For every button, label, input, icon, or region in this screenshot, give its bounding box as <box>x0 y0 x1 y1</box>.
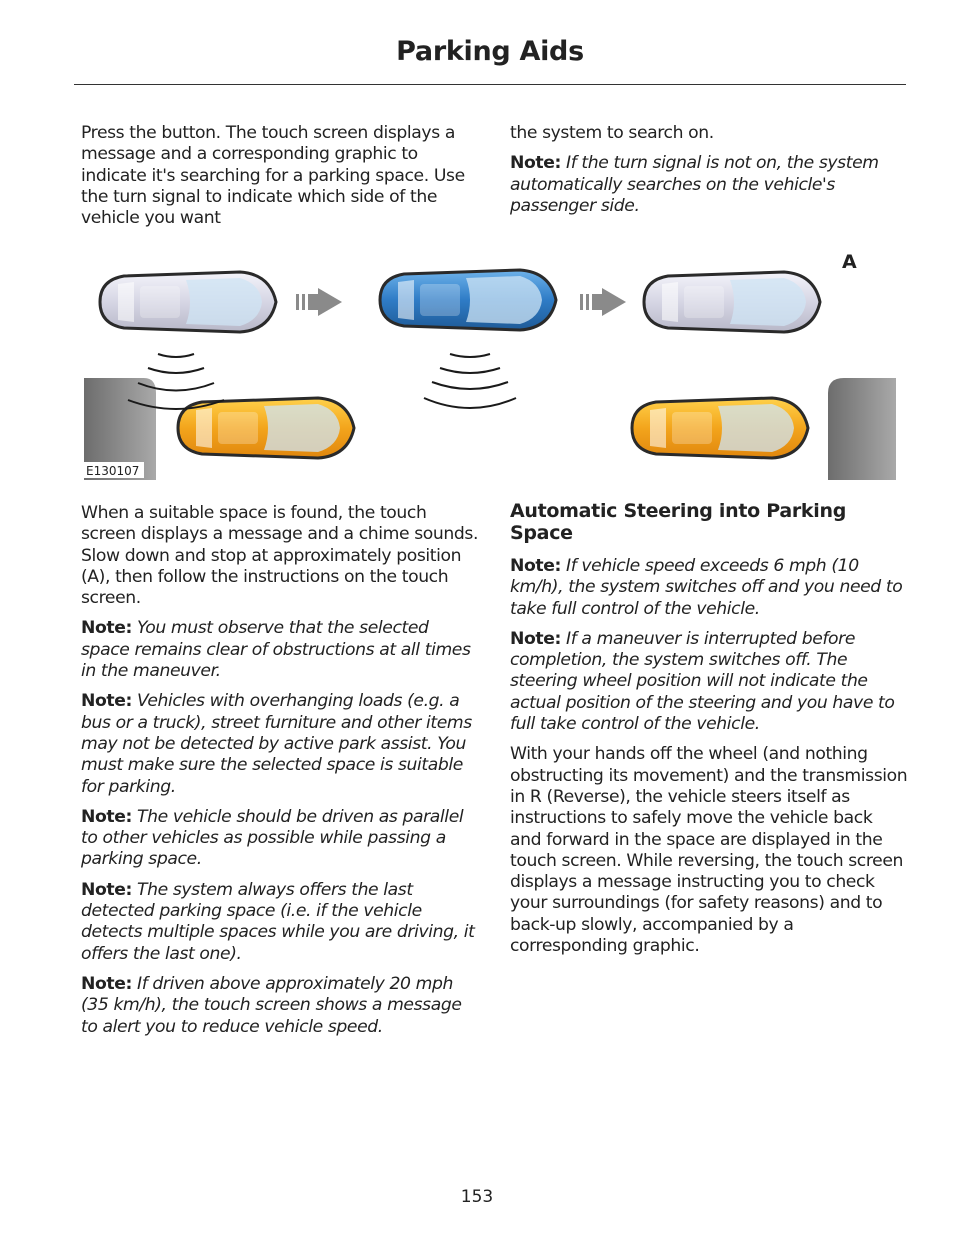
note-parallel-driving <box>81 807 479 871</box>
note-clear-obstructions <box>81 618 479 682</box>
note-label: Note: <box>510 628 561 649</box>
figure-code: E130107 <box>86 464 140 478</box>
note-text: Vehicles with overhanging loads (e.g. a bus or a truck), street furniture and other items may not be detected by active park assist. You must make sure the selected space is suitable for parking. <box>81 691 472 797</box>
note-turn-signal <box>510 153 908 217</box>
parked-car-right <box>644 272 820 332</box>
right-column <box>510 500 908 966</box>
moving-car-blue <box>380 270 556 330</box>
note-text: If the turn signal is not on, the system automatically searches on the vehicle's passenger side. <box>510 153 879 216</box>
parking-illustration <box>84 248 896 480</box>
note-label: Note: <box>510 153 561 174</box>
page-title: Parking Aids <box>396 36 584 67</box>
note-text: If vehicle speed exceeds 6 mph (10 km/h), the system switches off and you need to take full control of the vehicle. <box>510 556 903 619</box>
note-text: If a maneuver is interrupted before completion, the system switches off. The steering wheel position will not indicate the actual position of the steering and you have to full take control of the vehicle. <box>510 628 895 735</box>
intro-right-column <box>510 123 908 226</box>
note-overhanging-loads <box>81 691 479 797</box>
note-label: Note: <box>81 879 132 900</box>
arrow-right-icon <box>580 288 626 316</box>
intro-paragraph: Press the button. The touch screen displays a message and a corresponding graphic to indicate it's searching for a parking space. Use the turn signal to indicate which side of the vehicle you want <box>81 123 465 229</box>
arrow-right-icon <box>296 288 342 316</box>
note-text: The vehicle should be driven as parallel to other vehicles as possible while passing a parking space. <box>81 806 464 870</box>
section-heading: Automatic Steering into Parking Space <box>510 500 846 544</box>
orange-car-right <box>632 398 808 458</box>
note-text: If driven above approximately 20 mph (35 km/h), the touch screen shows a message to alert you to reduce vehicle speed. <box>81 973 462 1037</box>
note-reduce-speed <box>81 974 479 1038</box>
left-column <box>81 503 479 1047</box>
intro-left-column <box>81 123 479 238</box>
parked-car-left <box>100 272 276 332</box>
note-text: The system always offers the last detected parking space (i.e. if the vehicle detects multiple spaces while you are driving, it offers the last one). <box>81 879 475 964</box>
suitable-space-paragraph: When a suitable space is found, the touch screen displays a message and a chime sounds. Slow down and stop at approximately position (A), then follow the instructions on the touch screen. <box>81 503 479 609</box>
note-last-detected-space <box>81 880 479 965</box>
note-label: Note: <box>510 556 561 576</box>
title-divider <box>74 84 906 85</box>
note-label: Note: <box>81 973 132 994</box>
orange-car-left <box>178 398 354 458</box>
note-label: Note: <box>81 618 132 639</box>
note-speed-exceeds <box>510 556 908 620</box>
callout-a: A <box>842 251 857 273</box>
note-label: Note: <box>81 691 132 712</box>
intro-continuation: the system to search on. <box>510 123 714 143</box>
page-number: 153 <box>460 1187 494 1207</box>
note-label: Note: <box>81 806 132 827</box>
note-text: You must observe that the selected space remains clear of obstructions at all times in the maneuver. <box>81 618 471 682</box>
hands-off-paragraph: With your hands off the wheel (and nothing obstructing its movement) and the transmission in R (Reverse), the vehicle steers itself as instructions to safely move the vehicle back and forward in the space are displayed in the touch screen. While reversing, the touch screen displays a message instructing you to check your surroundings (for safety reasons) and to back-up slowly, accompanied by a corresponding graphic. <box>510 744 908 957</box>
curb-right <box>828 378 896 480</box>
note-maneuver-interrupted <box>510 629 908 735</box>
sensor-waves-icon <box>424 354 516 408</box>
